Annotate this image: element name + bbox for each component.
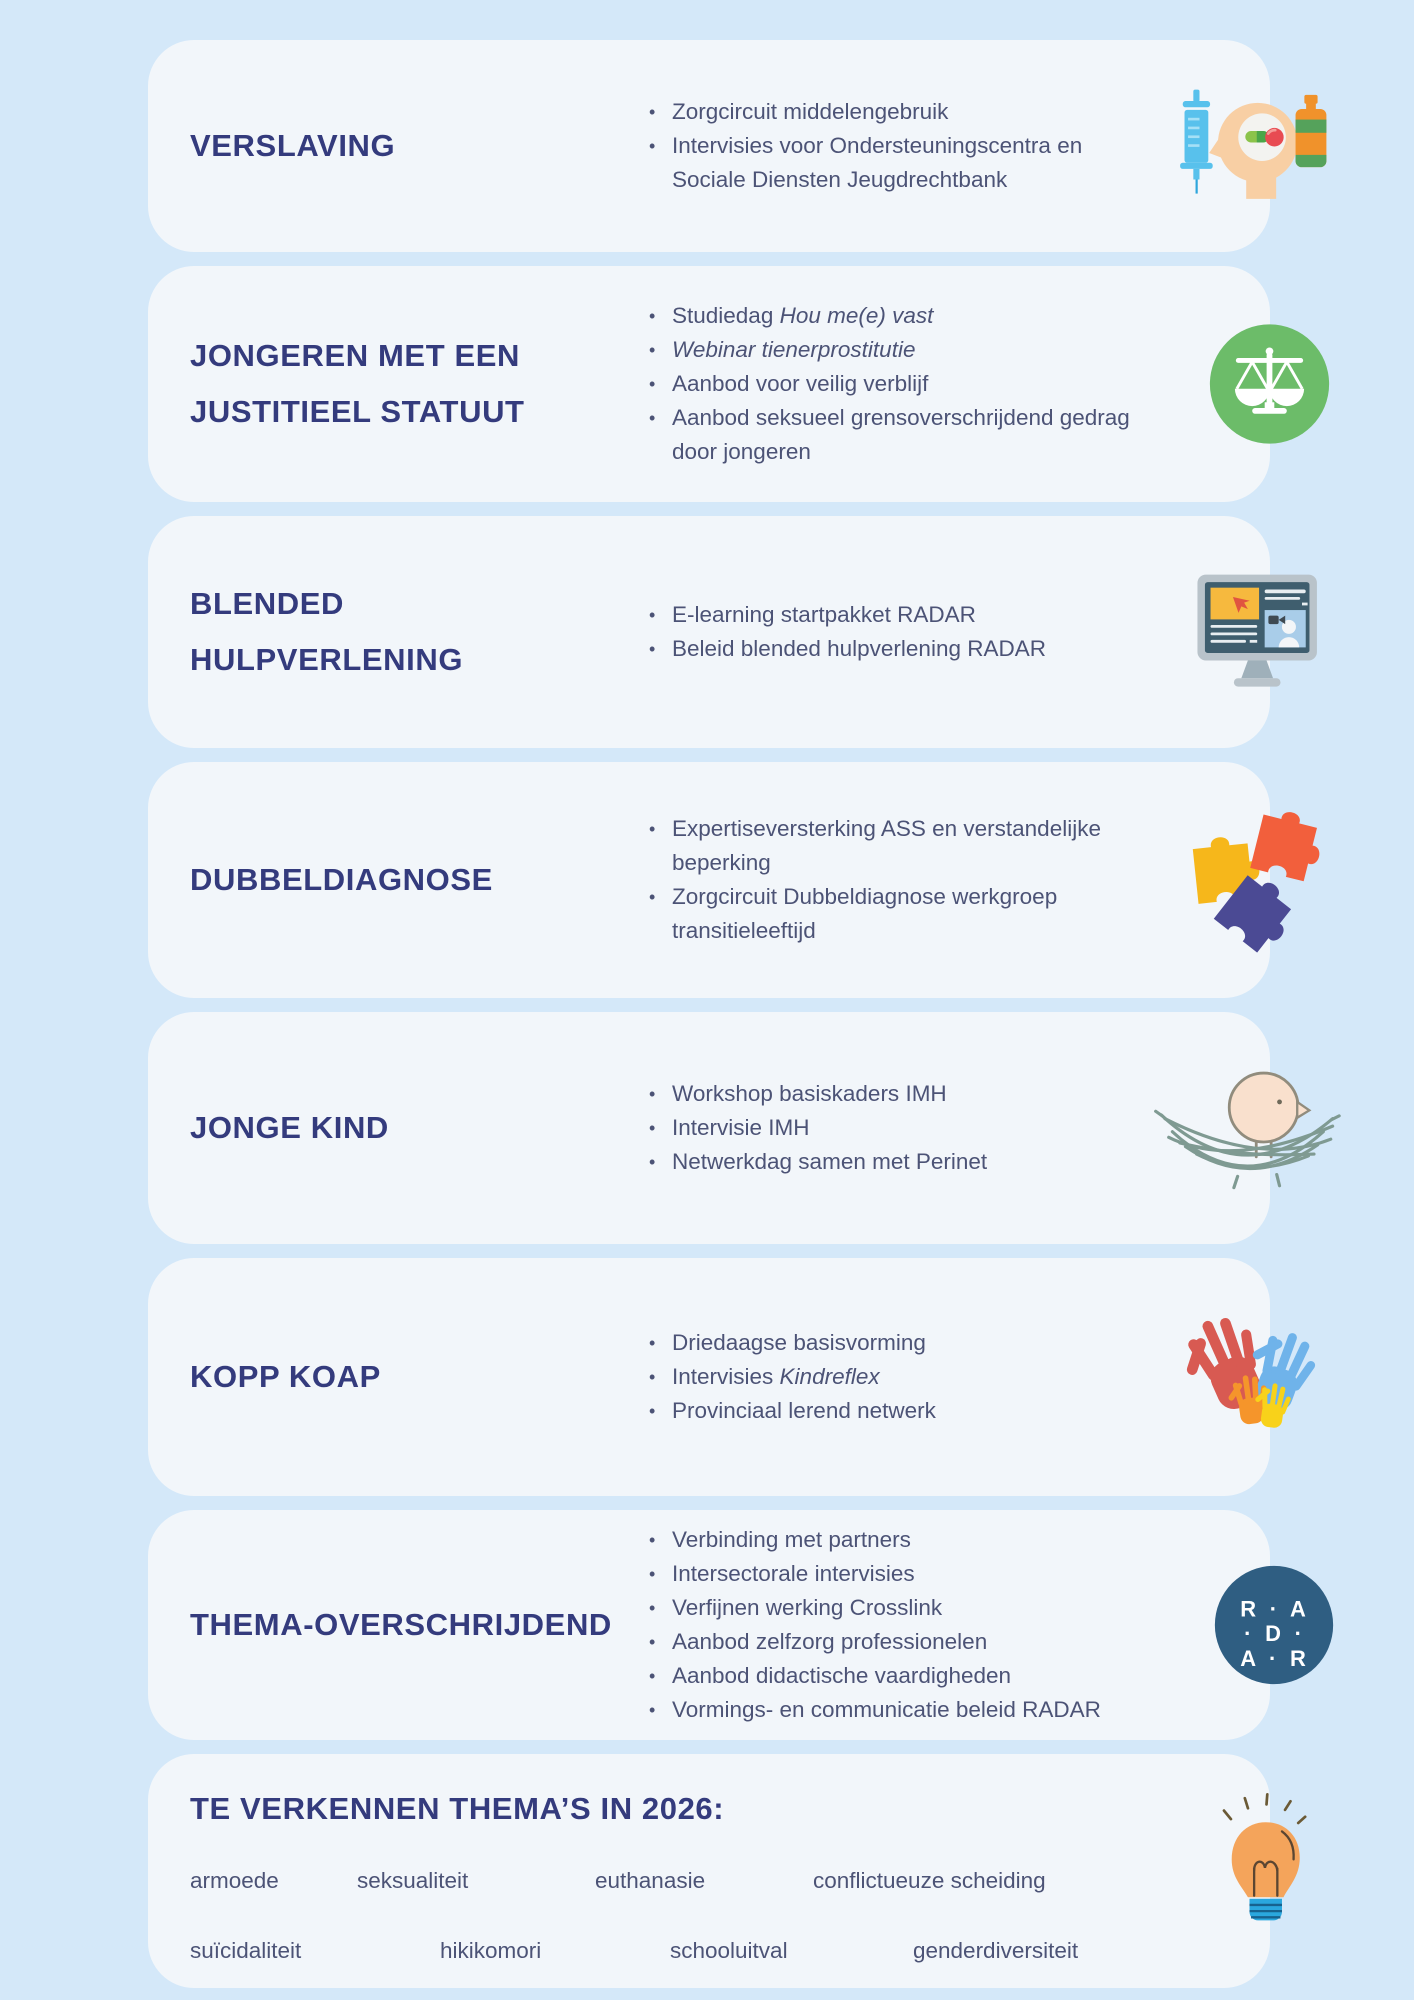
theme-row: [148, 1868, 1270, 1894]
bullet-item: • Intersectorale intervisies: [645, 1557, 1157, 1591]
bullet-item: • Aanbod voor veilig verblijf: [645, 367, 1157, 401]
card-kopp-koap: [148, 1258, 1270, 1496]
card-title-blended-hulpverlening: BLENDED HULPVERLENING: [190, 586, 464, 677]
family-hands-icon: [1180, 1306, 1332, 1449]
card-bullet-list: [645, 812, 1157, 948]
head: [1209, 103, 1297, 199]
theme-word: seksualiteit: [357, 1868, 469, 1893]
card-bullet-list: [645, 95, 1157, 197]
theme-word: hikikomori: [440, 1938, 542, 1963]
bullet-item: • Zorgcircuit Dubbeldiagnose werkgroep transitieleeftijd: [645, 880, 1157, 948]
card-bullet-list: [645, 598, 1157, 666]
bullet-item: • Zorgcircuit middelengebruik: [645, 95, 1157, 129]
card-bullet-list: [645, 299, 1157, 469]
card-jongeren-justitieel-statuut: [148, 266, 1270, 502]
card-bullet-list: [645, 1077, 1157, 1179]
bullet-item: • Intervisies Kindreflex: [645, 1360, 1157, 1394]
card-bullet-list: [645, 1326, 1157, 1428]
card-jonge-kind: [148, 1012, 1270, 1244]
card-verslaving: [148, 40, 1270, 252]
bullet-item: • Aanbod didactische vaardigheden: [645, 1659, 1157, 1693]
bullet-item: • Expertiseversterking ASS en verstandelijke beperking: [645, 812, 1157, 880]
explore-title: TE VERKENNEN THEMA’S IN 2026:: [190, 1791, 725, 1826]
bullet-item: • Webinar tienerprostitutie: [645, 333, 1157, 367]
bullet-item: • Intervisie IMH: [645, 1111, 1157, 1145]
card-title-thema-overschrijdend: THEMA-OVERSCHRIJDEND: [190, 1607, 612, 1642]
bullet-item: • Studiedag Hou me(e) vast: [645, 299, 1157, 333]
theme-word: euthanasie: [595, 1868, 706, 1893]
syringe: [1180, 90, 1213, 194]
radar-logo: [1212, 1563, 1336, 1687]
card-title-jongeren-justitieel-statuut: JONGEREN MET EEN JUSTITIEEL STATUUT: [190, 338, 525, 429]
theme-row: [148, 1938, 1270, 1964]
bullet-item: • E-learning startpakket RADAR: [645, 598, 1157, 632]
theme-word: conflictueuze scheiding: [813, 1868, 1046, 1893]
card-te-verkennen-themas-2026: [148, 1754, 1270, 1988]
card-thema-overschrijdend: [148, 1510, 1310, 1740]
svg-text:A · R: A · R: [1240, 1646, 1310, 1672]
e-learning-monitor-icon: [1190, 569, 1330, 695]
bird-nest-icon: [1148, 1054, 1344, 1203]
lightbulb-icon: [1200, 1788, 1316, 1943]
bullet-item: • Beleid blended hulpverlening RADAR: [645, 632, 1157, 666]
theme-word: armoede: [190, 1868, 279, 1893]
card-title-verslaving: VERSLAVING: [190, 128, 396, 163]
card-blended-hulpverlening: [148, 516, 1270, 748]
puzzle-pieces-icon: [1188, 808, 1326, 953]
bullet-item: • Netwerkdag samen met Perinet: [645, 1145, 1157, 1179]
bullet-item: • Verbinding met partners: [645, 1523, 1157, 1557]
theme-word: schooluitval: [670, 1938, 788, 1963]
svg-text:R · A: R · A: [1240, 1596, 1310, 1622]
bullet-item: • Provinciaal lerend netwerk: [645, 1394, 1157, 1428]
card-dubbeldiagnose: [148, 762, 1270, 998]
card-bullet-list: [645, 1523, 1157, 1727]
bullet-item: • Driedaagse basisvorming: [645, 1326, 1157, 1360]
card-title-dubbeldiagnose: DUBBELDIAGNOSE: [190, 862, 493, 897]
bottle: [1296, 95, 1327, 167]
card-title-jonge-kind: JONGE KIND: [190, 1110, 389, 1145]
addiction-head-syringe-bottle-icon: [1158, 76, 1330, 217]
svg-text:· D ·: · D ·: [1244, 1621, 1306, 1647]
bullet-item: • Vormings- en communicatie beleid RADAR: [645, 1693, 1157, 1727]
justice-scales-icon: [1207, 322, 1332, 447]
theme-word: suïcidaliteit: [190, 1938, 302, 1963]
bullet-item: • Workshop basiskaders IMH: [645, 1077, 1157, 1111]
bullet-item: • Verfijnen werking Crosslink: [645, 1591, 1157, 1625]
theme-word: genderdiversiteit: [913, 1938, 1079, 1963]
bullet-item: • Aanbod seksueel grensoverschrijdend gedrag door jongeren: [645, 401, 1157, 469]
bullet-item: • Intervisies voor Ondersteuningscentra en Sociale Diensten Jeugdrechtbank: [645, 129, 1157, 197]
bullet-item: • Aanbod zelfzorg professionelen: [645, 1625, 1157, 1659]
card-title-kopp-koap: KOPP KOAP: [190, 1359, 381, 1394]
